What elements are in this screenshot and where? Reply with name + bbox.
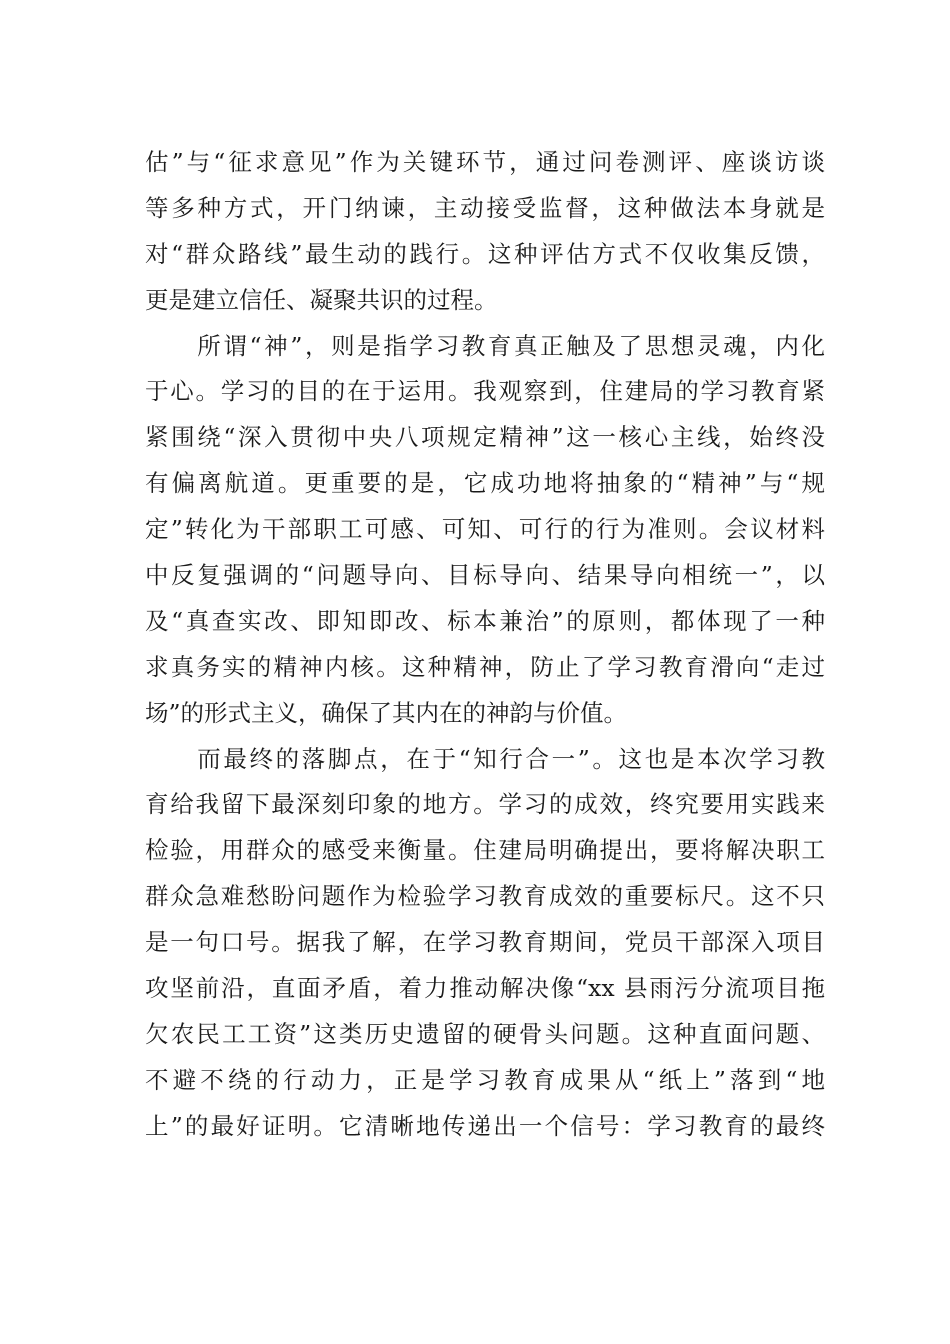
- text-line: 场”的形式主义，确保了其内在的神韵与价值。: [145, 698, 628, 727]
- text-line: 更是建立信任、凝聚共识的过程。: [145, 285, 498, 314]
- text-line: 欠农民工工资”这类历史遗留的硬骨头问题。这种直面问题、: [145, 1019, 825, 1048]
- text-line: 求真务实的精神内核。这种精神，防止了学习教育滑向“走过: [145, 652, 825, 681]
- text-line: 于心。学习的目的在于运用。我观察到，住建局的学习教育紧: [145, 377, 825, 406]
- text-line: 攻坚前沿，直面矛盾，着力推动解决像“xx 县雨污分流项目拖: [145, 974, 825, 1003]
- text-line: 而最终的落脚点，在于“知行合一”。这也是本次学习教: [145, 744, 825, 773]
- text-line: 紧围绕“深入贯彻中央八项规定精神”这一核心主线，始终没: [145, 423, 825, 452]
- text-line: 上”的最好证明。它清晰地传递出一个信号：学习教育的最终: [145, 1111, 825, 1140]
- text-line: 定”转化为干部职工可感、可知、可行的行为准则。会议材料: [145, 515, 825, 544]
- text-line: 育给我留下最深刻印象的地方。学习的成效，终究要用实践来: [145, 790, 825, 819]
- text-line: 不避不绕的行动力，正是学习教育成果从“纸上”落到“地: [145, 1065, 825, 1094]
- text-line: 是一句口号。据我了解，在学习教育期间，党员干部深入项目: [145, 928, 825, 957]
- text-line: 等多种方式，开门纳谏，主动接受监督，这种做法本身就是: [145, 193, 825, 222]
- body-text: [145, 140, 825, 1150]
- text-line: 所谓“神”，则是指学习教育真正触及了思想灵魂，内化: [145, 331, 825, 360]
- text-line: 估”与“征求意见”作为关键环节，通过问卷测评、座谈访谈: [145, 148, 825, 176]
- text-line: 及“真查实改、即知即改、标本兼治”的原则，都体现了一种: [145, 606, 825, 635]
- text-line: 中反复强调的“问题导向、目标导向、结果导向相统一”，以: [145, 561, 825, 590]
- text-line: 群众急难愁盼问题作为检验学习教育成效的重要标尺。这不只: [145, 882, 825, 911]
- text-line: 检验，用群众的感受来衡量。住建局明确提出，要将解决职工: [145, 836, 825, 865]
- text-line: 对“群众路线”最生动的践行。这种评估方式不仅收集反馈，: [145, 239, 825, 268]
- text-line: 有偏离航道。更重要的是，它成功地将抽象的“精神”与“规: [145, 469, 825, 498]
